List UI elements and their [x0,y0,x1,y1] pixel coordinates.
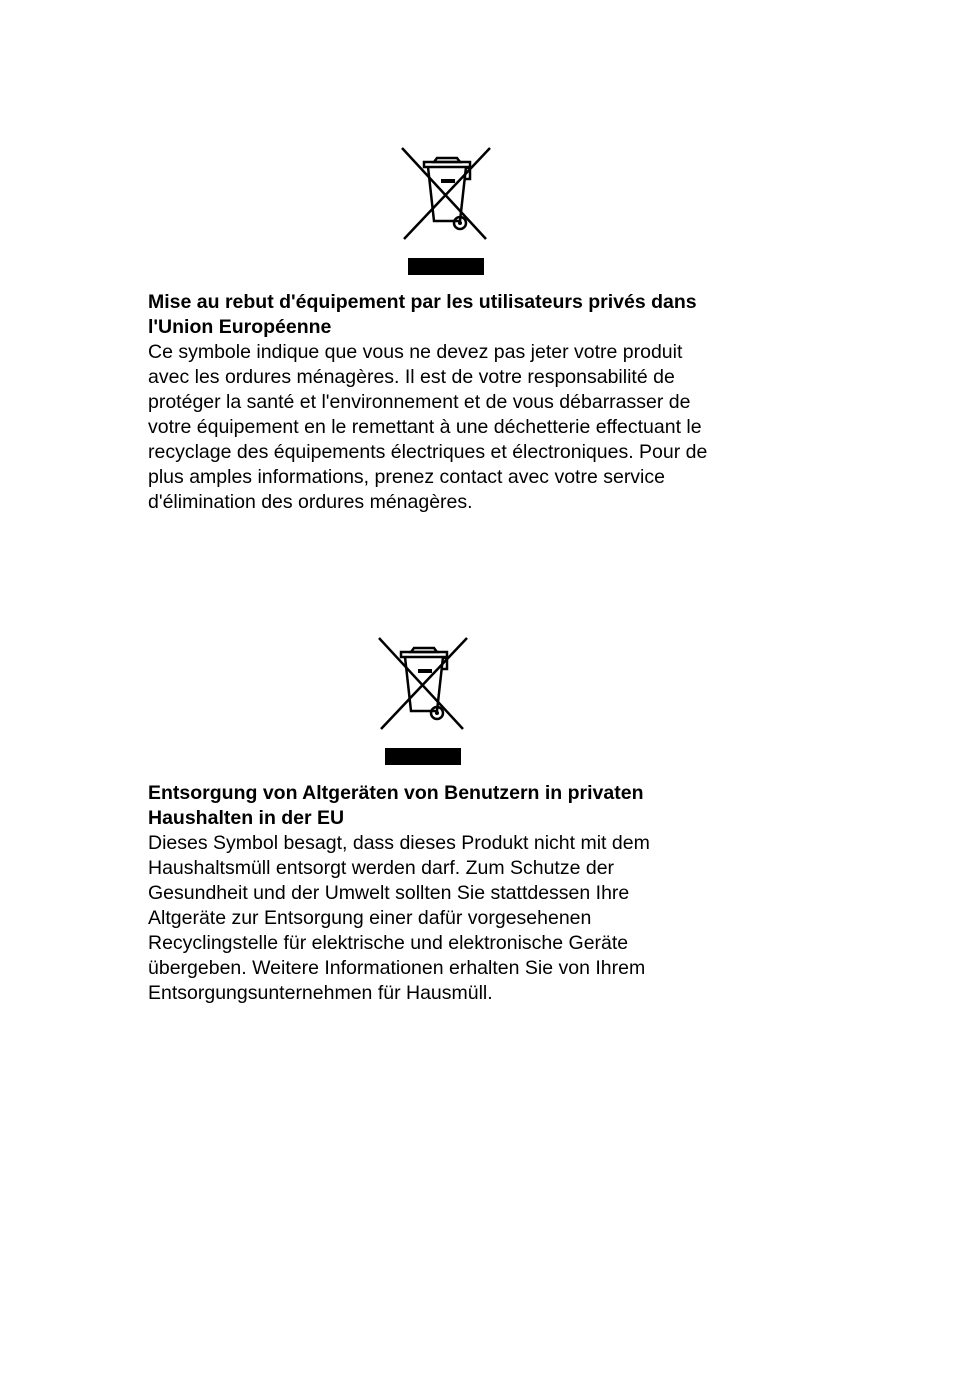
body-line: votre équipement en le remettant à une déchetterie effectuant le [148,416,702,438]
notice-body [148,831,768,1006]
body-line: d'élimination des ordures ménagères. [148,491,473,513]
title-line: Mise au rebut d'équipement par les utilisateurs privés dans [148,291,697,313]
title-line: l'Union Européenne [148,316,332,338]
crossed-out-wheelie-bin-icon [377,635,469,765]
notice-title [148,290,768,340]
notice-section-de [148,781,768,1006]
body-line: Gesundheit und der Umwelt sollten Sie stattdessen Ihre [148,882,630,904]
title-line: Haushalten in der EU [148,807,345,829]
body-line: Recyclingstelle für elektrische und elektronische Geräte [148,932,629,954]
body-line: avec les ordures ménagères. Il est de votre responsabilité de [148,366,675,388]
body-line: Ce symbole indique que vous ne devez pas jeter votre produit [148,341,683,363]
body-line: Dieses Symbol besagt, dass dieses Produkt nicht mit dem [148,832,650,854]
crossed-out-wheelie-bin-icon [400,145,492,275]
notice-section-fr [148,290,768,515]
body-line: Altgeräte zur Entsorgung einer dafür vorgesehenen [148,907,592,929]
notice-body [148,340,768,515]
body-line: plus amples informations, prenez contact avec votre service [148,466,665,488]
body-line: recyclage des équipements électriques et électroniques. Pour de [148,441,708,463]
body-line: protéger la santé et l'environnement et de vous débarrasser de [148,391,691,413]
title-line: Entsorgung von Altgeräten von Benutzern in privaten [148,782,644,804]
body-line: Haushaltsmüll entsorgt werden darf. Zum Schutze der [148,857,615,879]
body-line: übergeben. Weitere Informationen erhalten Sie von Ihrem [148,957,646,979]
notice-title [148,781,768,831]
body-line: Entsorgungsunternehmen für Hausmüll. [148,982,493,1004]
